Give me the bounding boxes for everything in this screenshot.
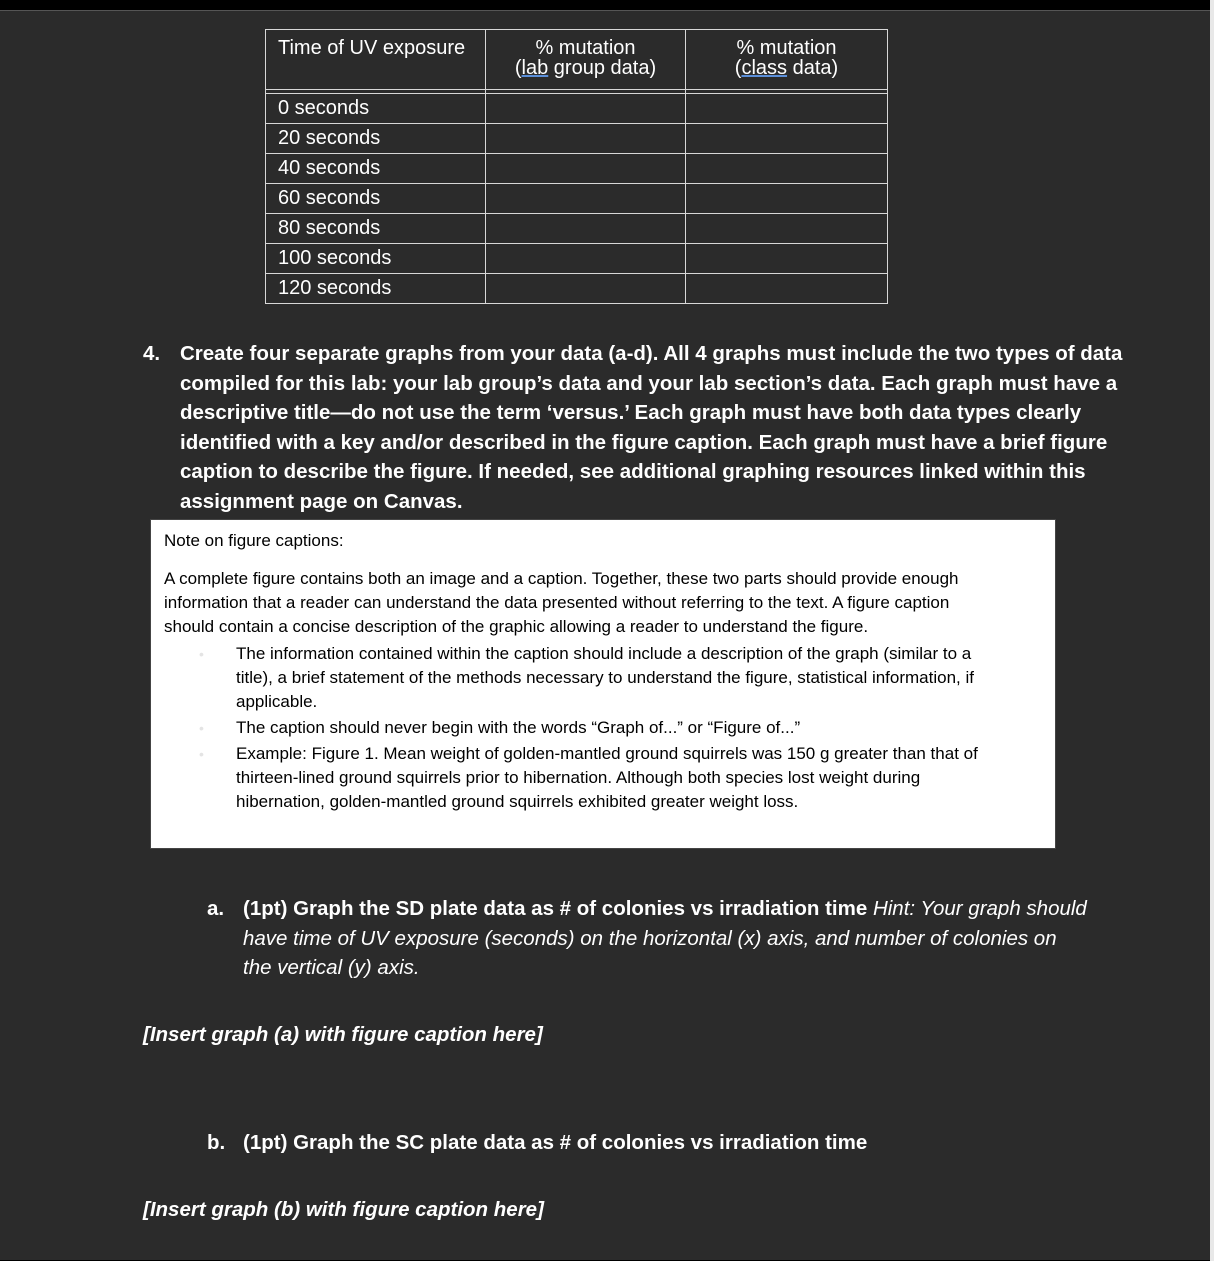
cell-class-data[interactable]	[686, 124, 888, 154]
table-row	[266, 124, 888, 154]
cell-class-data[interactable]	[686, 154, 888, 184]
list-item: • The caption should never begin with the words “Graph of...” or “Figure of...”	[236, 716, 1006, 740]
question-part-a	[207, 894, 1087, 983]
cell-time: 80 seconds	[266, 214, 486, 244]
bullet-icon: •	[199, 746, 204, 762]
spellcheck-underline: lab	[521, 57, 549, 79]
bullet-icon: •	[199, 646, 204, 662]
question-part-b	[207, 1128, 1087, 1158]
part-a-hint: Hint: Your graph should have time of UV exposure (seconds) on the horizontal (x) axis, and number of colonies on the vertical (y) axis.	[243, 897, 1087, 979]
cell-lab-data[interactable]	[486, 274, 686, 304]
cell-lab-data[interactable]	[486, 244, 686, 274]
cell-lab-data[interactable]	[486, 124, 686, 154]
table-row	[266, 274, 888, 304]
table-row	[266, 214, 888, 244]
cell-time: 0 seconds	[266, 94, 486, 124]
table-row	[266, 244, 888, 274]
window-edge	[1210, 0, 1214, 1261]
cell-time: 60 seconds	[266, 184, 486, 214]
part-a-body	[243, 894, 1087, 983]
note-paragraph: A complete figure contains both an image and a caption. Together, these two parts should provide enough information that a reader can understand the data presented without referring to the text. A figure caption should contain a concise description of the graphic allowing a reader to understand the figure.	[164, 569, 959, 636]
table-row	[266, 94, 888, 124]
header-class-line2: (class data)	[734, 57, 839, 79]
cell-lab-data[interactable]	[486, 94, 686, 124]
header-class-mutation	[686, 30, 888, 90]
cell-lab-data[interactable]	[486, 154, 686, 184]
cell-class-data[interactable]	[686, 274, 888, 304]
part-b-letter: b.	[207, 1131, 226, 1154]
table-row	[266, 184, 888, 214]
header-class-line1: % mutation	[736, 37, 837, 59]
part-a-letter: a.	[207, 897, 225, 920]
insert-graph-a-placeholder[interactable]: [Insert graph (a) with figure caption here]	[143, 1023, 543, 1046]
table-header-row	[266, 30, 888, 90]
header-time: Time of UV exposure	[266, 30, 486, 90]
header-lab-line2: (lab group data)	[514, 57, 657, 79]
document-page	[0, 10, 1210, 1260]
insert-graph-b-placeholder[interactable]: [Insert graph (b) with figure caption here]	[143, 1198, 544, 1221]
question-4	[143, 339, 1133, 516]
spellcheck-underline: class	[741, 57, 788, 79]
figure-caption-note-box	[150, 519, 1056, 849]
question-number: 4.	[143, 342, 161, 365]
cell-lab-data[interactable]	[486, 214, 686, 244]
cell-time: 20 seconds	[266, 124, 486, 154]
cell-class-data[interactable]	[686, 94, 888, 124]
table-row	[266, 154, 888, 184]
part-b-instruction: (1pt) Graph the SC plate data as # of colonies vs irradiation time	[243, 1131, 868, 1154]
note-title: Note on figure captions:	[164, 531, 344, 550]
part-b-body	[243, 1128, 1087, 1158]
header-lab-line1: % mutation	[535, 37, 636, 59]
cell-lab-data[interactable]	[486, 184, 686, 214]
cell-time: 40 seconds	[266, 154, 486, 184]
list-item: • The information contained within the caption should include a description of the graph (similar to a title), a brief statement of the methods necessary to understand the figure, statistical information, if applicable.	[199, 644, 974, 711]
note-bullet-list	[164, 642, 1041, 814]
cell-class-data[interactable]	[686, 244, 888, 274]
header-lab-mutation	[486, 30, 686, 90]
list-item: • Example: Figure 1. Mean weight of golden-mantled ground squirrels was 150 g greater than that of thirteen-lined ground squirrels prior to hibernation. Although both species lost weight during hibernation, golden-mantled ground squirrels exhibited greater weight loss.	[199, 744, 978, 811]
cell-class-data[interactable]	[686, 184, 888, 214]
cell-time: 100 seconds	[266, 244, 486, 274]
bullet-icon: •	[199, 720, 204, 736]
question-text: Create four separate graphs from your data (a-d). All 4 graphs must include the two types of data compiled for this lab: your lab group’s data and your lab section’s data. Each graph must have a descriptive title—do not use the term ‘versus.’ Each graph must have both data types clearly identified with a key and/or described in the figure caption. Each graph must have a brief figure caption to describe the figure. If needed, see additional graphing resources linked within this assignment page on Canvas.	[180, 342, 1123, 513]
cell-class-data[interactable]	[686, 214, 888, 244]
part-a-instruction: (1pt) Graph the SD plate data as # of colonies vs irradiation time	[243, 897, 868, 920]
uv-exposure-table	[265, 29, 888, 304]
cell-time: 120 seconds	[266, 274, 486, 304]
